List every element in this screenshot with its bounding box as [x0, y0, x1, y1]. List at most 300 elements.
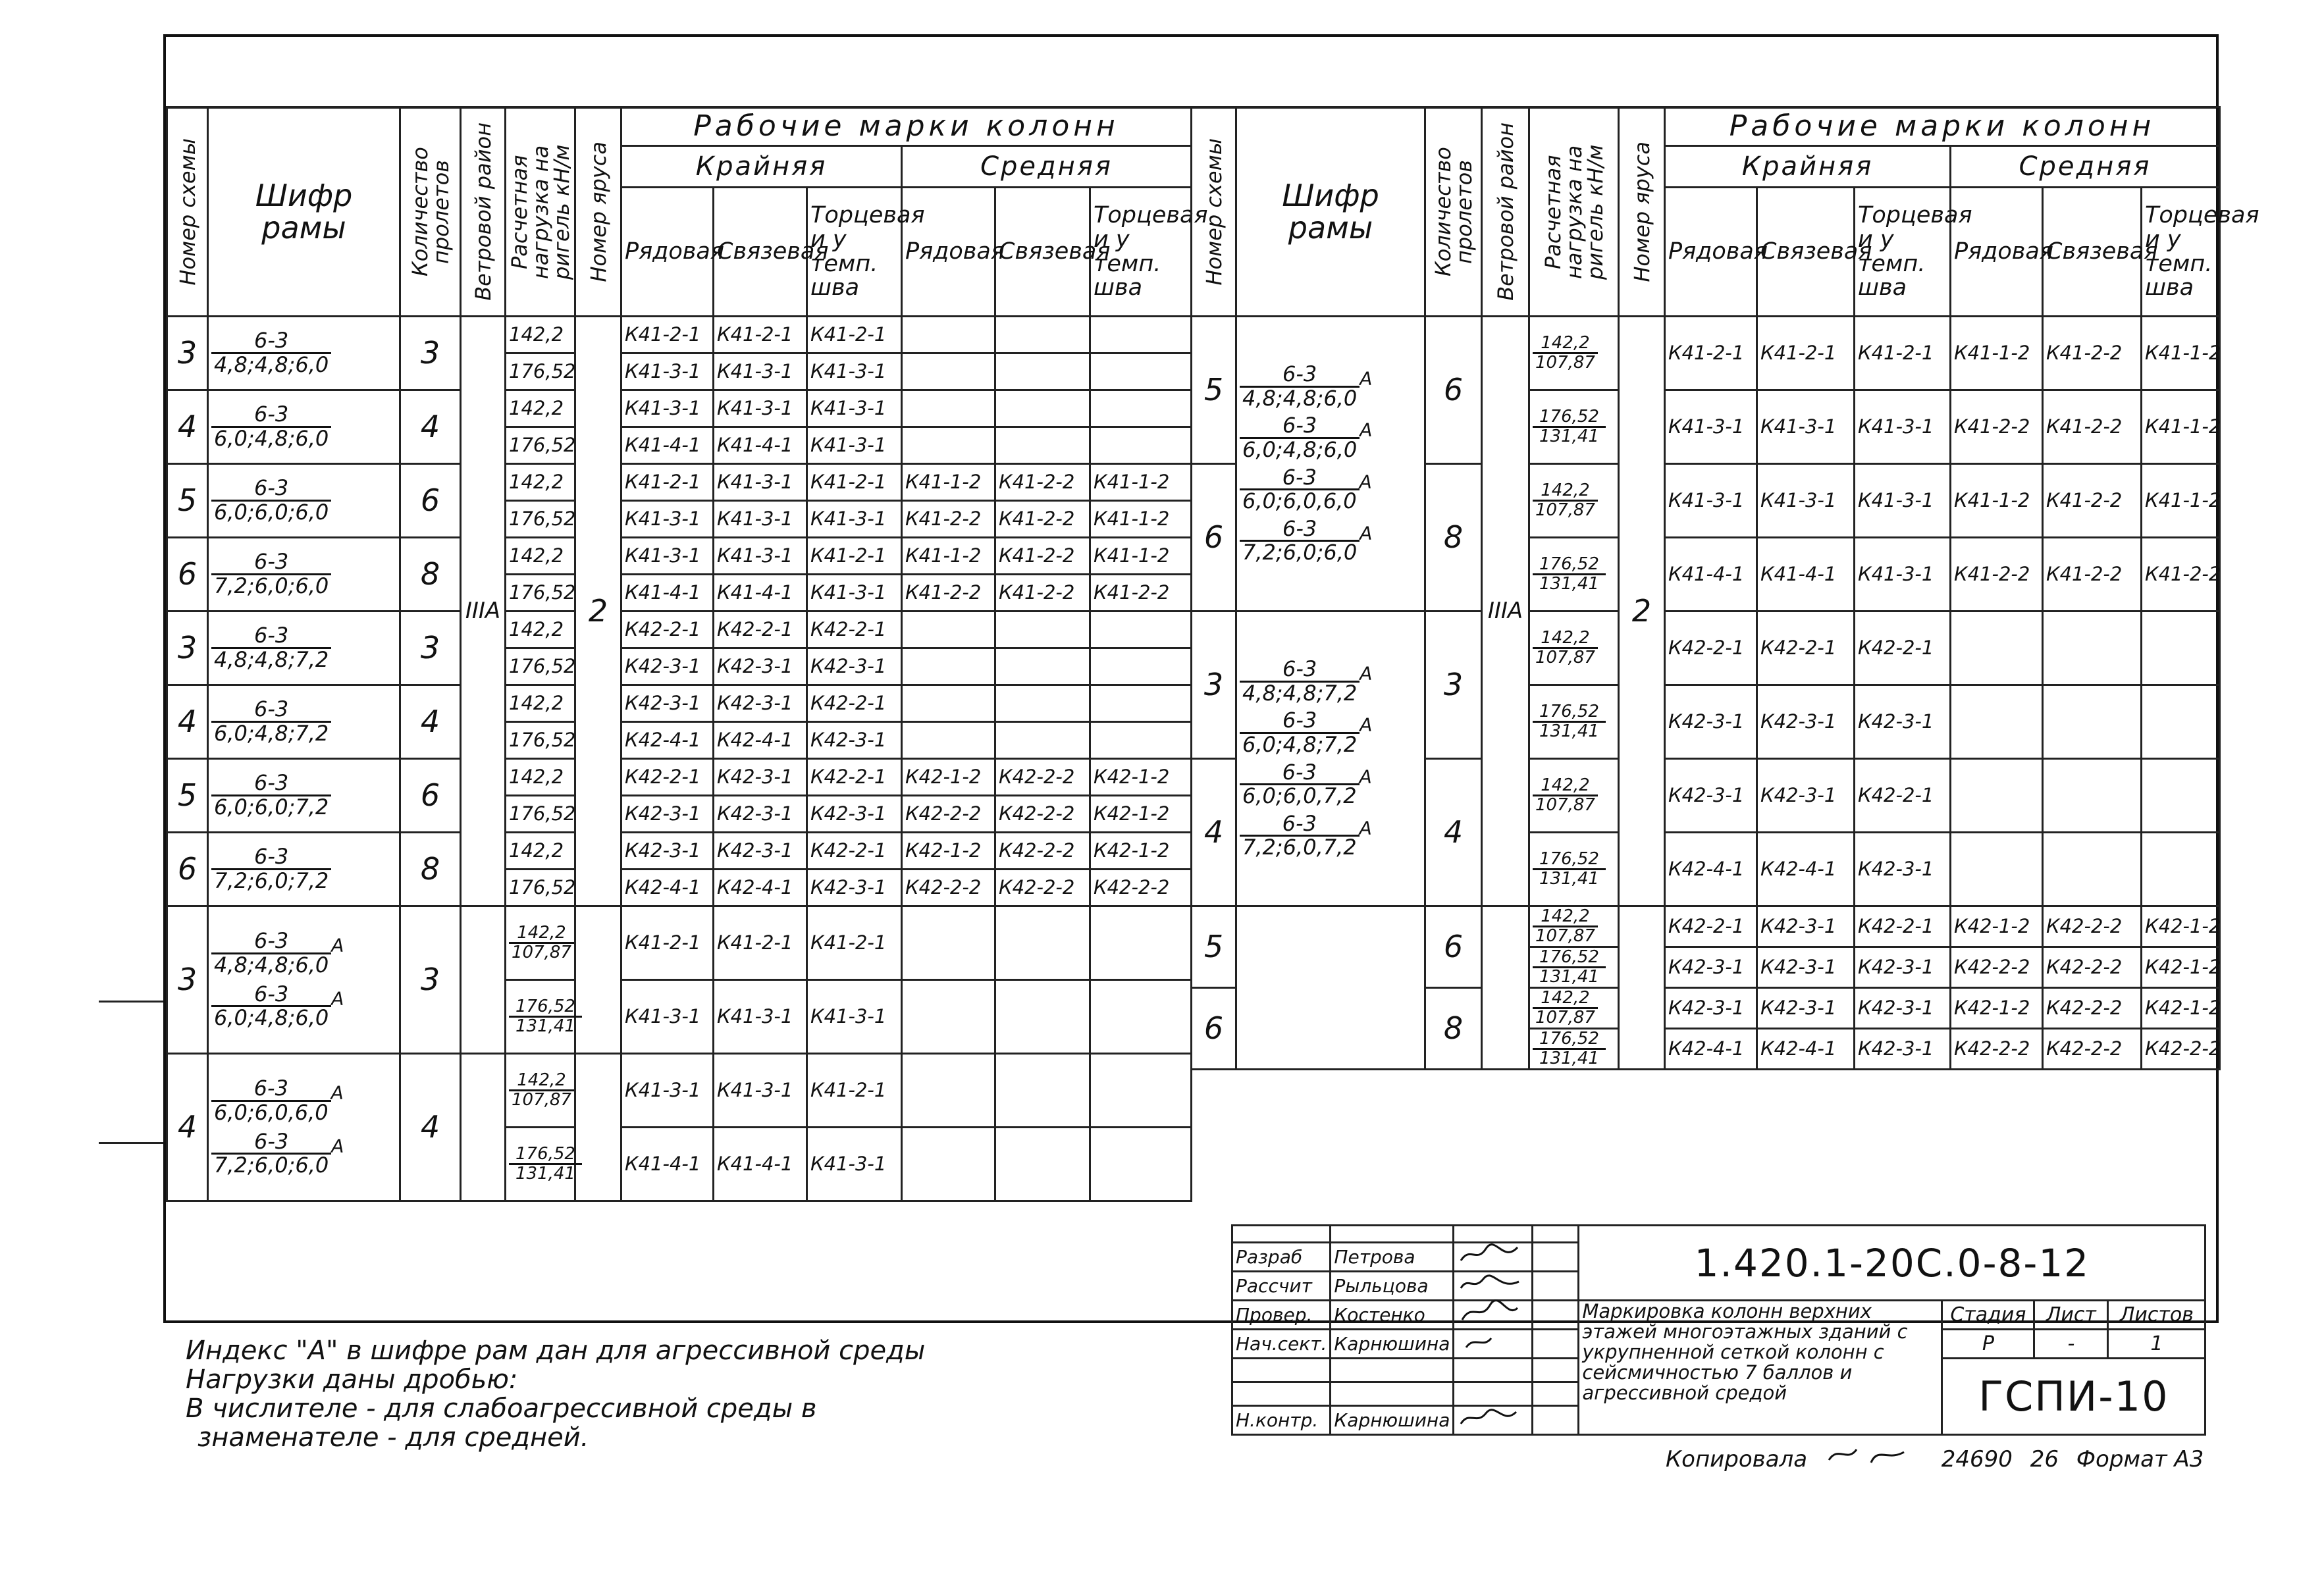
frame-code-line [1240, 515, 1421, 565]
paper-format: Формат А3 [2076, 1446, 2204, 1472]
frame-code-cell [208, 1054, 400, 1201]
aggressive-index: А [1360, 367, 1373, 390]
column-mark: К41-3-1 [621, 501, 714, 538]
frame-code-line [211, 1128, 396, 1178]
load-numerator: 176,52 [1533, 556, 1606, 575]
column-mark: К42-1-2 [2142, 906, 2220, 947]
frame-code [211, 930, 331, 976]
edge-tick [99, 1142, 163, 1144]
load-numerator: 142,2 [1533, 777, 1598, 796]
column-mark-empty [902, 1054, 995, 1128]
aggressive-index: А [1360, 662, 1373, 685]
column-mark [1951, 685, 2043, 759]
load-numerator: 176,52 [1533, 1030, 1606, 1050]
frame-code-denominator: 4,8;4,8;6,0 [214, 952, 329, 977]
frame-code-denominator: 7,2;6,0,7,2 [1242, 835, 1357, 860]
column-mark: К41-3-1 [714, 464, 807, 501]
aggressive-index: А [1359, 817, 1372, 839]
column-type-header-row: Рядовая [1665, 188, 1757, 317]
column-mark: К41-2-1 [621, 906, 714, 980]
column-mark: К41-2-2 [902, 501, 995, 538]
column-type-header-link: Связевая [1757, 188, 1855, 317]
column-mark [1090, 390, 1192, 427]
frame-code-numerator: 6-3 [211, 1131, 331, 1155]
frame-code-wrap [211, 1076, 344, 1125]
column-mark: К41-1-2 [2142, 464, 2220, 538]
column-mark: К41-2-2 [2043, 317, 2142, 390]
column-mark [1090, 648, 1192, 685]
design-load [1529, 464, 1619, 538]
tb-signature [1454, 1382, 1533, 1406]
column-mark: К41-3-1 [1665, 464, 1757, 538]
tb-date [1533, 1406, 1579, 1435]
column-mark: К41-2-2 [1090, 575, 1192, 612]
column-mark-empty [902, 980, 995, 1054]
tb-signature [1454, 1301, 1533, 1330]
frame-code [1240, 810, 1360, 860]
column-mark: К42-2-2 [1951, 947, 2043, 988]
spans-count: 8 [1425, 988, 1482, 1070]
column-mark-empty [995, 1128, 1090, 1201]
column-mark: К41-2-1 [807, 538, 902, 575]
wind-region-empty [461, 1054, 506, 1201]
load-fraction [509, 924, 574, 962]
column-mark: К42-1-2 [2142, 947, 2220, 988]
column-mark [1090, 427, 1192, 464]
column-mark: К41-3-1 [714, 1054, 807, 1128]
wind-region-empty [461, 906, 506, 1054]
tb-signature [1454, 1243, 1533, 1272]
spans-count: 6 [400, 464, 461, 538]
frame-code-wrap [211, 328, 331, 377]
column-mark: К42-2-2 [995, 833, 1090, 870]
tier-number-empty [575, 1054, 621, 1201]
column-mark [995, 648, 1090, 685]
design-load [506, 906, 575, 980]
column-mark: К42-3-1 [807, 722, 902, 759]
column-mark: К42-3-1 [1855, 1029, 1951, 1070]
load-denominator: 107,87 [1535, 648, 1595, 667]
column-mark: К41-2-2 [2043, 390, 2142, 464]
design-load [1529, 833, 1619, 906]
column-mark: К42-1-2 [1090, 833, 1192, 870]
frame-code-cell [208, 685, 400, 759]
frame-code-denominator: 4,8;4,8;6,0 [214, 352, 329, 377]
scheme-number: 4 [167, 1054, 208, 1201]
sheet-number: 26 [2030, 1446, 2059, 1472]
frame-code [1240, 710, 1360, 756]
column-mark: К42-4-1 [621, 870, 714, 906]
column-mark: К42-2-1 [807, 685, 902, 722]
load-fraction [509, 998, 582, 1036]
column-mark: К41-2-1 [807, 1054, 902, 1128]
scheme-number: 6 [1192, 988, 1236, 1070]
design-load: 142,2 [506, 612, 575, 648]
design-load: 142,2 [506, 759, 575, 796]
column-mark [2142, 833, 2220, 906]
frame-code-wrap [211, 928, 344, 977]
copy-note [1666, 1443, 2214, 1472]
copied-label: Копировала [1666, 1446, 1808, 1472]
frame-code-denominator: 4,8;4,8;7,2 [214, 647, 329, 672]
scheme-number: 4 [1192, 759, 1236, 906]
scheme-number-header [167, 107, 208, 317]
header-row [1192, 107, 2220, 146]
column-type-header-row: Рядовая [1951, 188, 2043, 317]
spans-count: 3 [400, 612, 461, 685]
notes-block [186, 1336, 925, 1452]
table-row [167, 317, 1192, 353]
column-mark [902, 353, 995, 390]
column-mark [995, 685, 1090, 722]
document-description: Маркировка колонн верхних этажей многоэтажных зданий с укрупненной сеткой колонн с сейсмичностью 7 баллов и агрессивной средой [1579, 1301, 1942, 1435]
column-mark: К42-3-1 [1757, 759, 1855, 833]
frame-code [1240, 658, 1360, 704]
tb-name [1331, 1382, 1454, 1406]
frame-code [211, 772, 331, 818]
load-numerator: 176,52 [509, 998, 582, 1018]
working-marks-header: Рабочие марки колонн [1665, 107, 2220, 146]
frame-code-empty [1236, 906, 1425, 1070]
aggressive-index: А [1359, 470, 1372, 492]
tb-date [1533, 1272, 1579, 1301]
frame-code-numerator: 6-3 [211, 930, 331, 954]
column-mark: К42-2-2 [1090, 870, 1192, 906]
load-numerator: 142,2 [509, 924, 574, 944]
tb-empty [1533, 1226, 1579, 1243]
column-mark: К42-1-2 [1090, 796, 1192, 833]
scheme-number: 4 [167, 390, 208, 464]
sheet-value: - [2034, 1330, 2108, 1359]
load-fraction [1533, 408, 1606, 446]
design-load [1529, 317, 1619, 390]
column-mark: К42-2-1 [807, 759, 902, 796]
column-type-header-link: Связевая [995, 188, 1090, 317]
tier-number-empty [1619, 906, 1665, 1070]
frame-code-wrap [211, 402, 331, 451]
note-line: Нагрузки даны дробью: [186, 1365, 518, 1395]
frame-code-denominator: 6,0;6,0,6,0 [214, 1099, 329, 1125]
frame-code-numerator: 6-3 [211, 698, 331, 723]
design-load [506, 1054, 575, 1128]
stage-label: Стадия [1942, 1301, 2034, 1330]
column-mark: К42-3-1 [1757, 906, 1855, 947]
scheme-number: 5 [167, 759, 208, 833]
tier-number-header-text: Номер яруса [1629, 141, 1654, 282]
tier-number: 2 [1619, 317, 1665, 906]
column-mark: К41-2-2 [902, 575, 995, 612]
column-mark: К41-2-1 [1855, 317, 1951, 390]
scheme-number: 5 [167, 464, 208, 538]
design-load [506, 1128, 575, 1201]
left-column-marks-table [166, 106, 1208, 1202]
tb-signature [1454, 1359, 1533, 1382]
column-mark: К42-4-1 [1757, 1029, 1855, 1070]
column-mark: К42-3-1 [1757, 685, 1855, 759]
aggressive-index: А [1360, 419, 1373, 441]
right-column-marks-table [1190, 106, 2259, 1070]
column-mark: К42-2-2 [2043, 1029, 2142, 1070]
column-mark [2142, 759, 2220, 833]
load-denominator: 131,41 [1539, 967, 1599, 987]
tb-date [1533, 1243, 1579, 1272]
tier-number-header-text: Номер яруса [585, 141, 611, 282]
column-mark [2043, 612, 2142, 685]
frame-code-header: Шифр рамы [208, 107, 400, 317]
column-mark: К42-2-2 [902, 796, 995, 833]
load-fraction [1533, 989, 1598, 1028]
frame-code [1240, 515, 1360, 565]
column-mark [1951, 833, 2043, 906]
column-mark: К41-2-1 [1665, 317, 1757, 390]
column-mark: К41-2-1 [807, 906, 902, 980]
load-denominator: 131,41 [515, 1164, 575, 1184]
frame-code-denominator: 6,0;6,0,7,2 [1242, 783, 1357, 809]
design-load [1529, 612, 1619, 685]
column-mark: К41-3-1 [621, 390, 714, 427]
column-mark: К41-3-1 [621, 980, 714, 1054]
sheets-label: Листов [2108, 1301, 2205, 1330]
design-load: 142,2 [506, 317, 575, 353]
frame-code-numerator: 6-3 [211, 551, 331, 575]
column-mark [1090, 722, 1192, 759]
column-mark [902, 648, 995, 685]
frame-code [1240, 415, 1360, 461]
frame-code-denominator: 6,0;6,0,6,0 [1242, 488, 1357, 514]
column-mark [995, 612, 1090, 648]
load-denominator: 107,87 [1535, 500, 1595, 520]
column-mark: К42-4-1 [1757, 833, 1855, 906]
frame-code-wrap [211, 475, 331, 525]
column-mark-empty [1090, 980, 1192, 1054]
tb-date [1533, 1359, 1579, 1382]
frame-code-numerator: 6-3 [1240, 363, 1360, 388]
aggressive-index: А [331, 987, 344, 1009]
tb-role: Разраб [1232, 1243, 1331, 1272]
column-mark: К42-3-1 [714, 685, 807, 722]
column-mark [1951, 612, 2043, 685]
column-mark [2043, 833, 2142, 906]
spans-count: 6 [1425, 906, 1482, 988]
load-denominator: 131,41 [515, 1016, 575, 1036]
spans-count: 3 [400, 906, 461, 1054]
frame-code-line [1240, 464, 1421, 514]
frame-code-numerator: 6-3 [211, 983, 331, 1008]
tb-name: Карнюшина [1331, 1330, 1454, 1359]
load-fraction [1533, 556, 1606, 594]
column-mark: К41-1-2 [1090, 501, 1192, 538]
column-mark: К41-2-1 [621, 317, 714, 353]
column-type-header-end: Торцевая и у темп. шва [1855, 188, 1951, 317]
working-marks-header: Рабочие марки колонн [621, 107, 1192, 146]
table-row [167, 390, 1192, 427]
column-mark: К42-3-1 [621, 796, 714, 833]
column-mark [995, 722, 1090, 759]
tb-date [1533, 1330, 1579, 1359]
table-row [1192, 612, 2220, 685]
table-row [1192, 906, 2220, 947]
design-load-header [1529, 107, 1619, 317]
column-mark: К42-4-1 [621, 722, 714, 759]
column-mark: К42-2-2 [1951, 1029, 2043, 1070]
column-mark: К41-1-2 [1090, 464, 1192, 501]
frame-code [211, 1128, 331, 1178]
frame-code-denominator: 6,0;4,8;6,0 [214, 1005, 329, 1031]
tb-name: Карнюшина [1331, 1406, 1454, 1435]
frame-code [211, 1078, 331, 1124]
load-numerator: 142,2 [1533, 629, 1598, 649]
load-denominator: 131,41 [1539, 574, 1599, 594]
column-mark: К42-3-1 [1855, 988, 1951, 1029]
tb-role: Нач.сект. [1232, 1330, 1331, 1359]
design-load [1529, 538, 1619, 612]
frame-code-numerator: 6-3 [1240, 710, 1360, 734]
column-mark: К41-4-1 [621, 1128, 714, 1201]
frame-code [211, 477, 331, 523]
edge-tick [99, 1001, 163, 1003]
column-mark: К42-3-1 [1855, 947, 1951, 988]
column-mark: К42-3-1 [1757, 947, 1855, 988]
frame-code-wrap [1240, 810, 1372, 860]
column-type-header-end: Торцевая и у темп. шва [1090, 188, 1192, 317]
frame-code [211, 846, 331, 892]
column-mark: К41-2-2 [1951, 538, 2043, 612]
tb-empty [1454, 1226, 1533, 1243]
scheme-number: 3 [167, 317, 208, 390]
frame-code-wrap [1240, 413, 1373, 462]
column-mark: К42-2-2 [2142, 1029, 2220, 1070]
frame-code-line [1240, 363, 1421, 409]
column-mark: К41-2-2 [995, 575, 1090, 612]
frame-code-cell [208, 538, 400, 612]
frame-code-numerator: 6-3 [1240, 813, 1360, 837]
note-line: знаменателе - для средней. [198, 1422, 589, 1453]
load-denominator: 107,87 [1535, 926, 1595, 946]
frame-code-numerator: 6-3 [1240, 518, 1360, 542]
frame-code-cell [1236, 317, 1425, 612]
column-mark: К41-4-1 [621, 427, 714, 464]
scheme-number-header-text: Номер схемы [1201, 138, 1227, 286]
column-mark: К41-3-1 [621, 353, 714, 390]
frame-code-numerator: 6-3 [211, 1078, 331, 1102]
frame-code-denominator: 6,0;4,8;7,2 [1242, 731, 1358, 757]
column-mark: К41-3-1 [807, 980, 902, 1054]
spans-count: 4 [400, 1054, 461, 1201]
load-numerator: 176,52 [1533, 949, 1606, 968]
design-load [1529, 906, 1619, 947]
design-load: 176,52 [506, 870, 575, 906]
column-mark: К42-4-1 [714, 722, 807, 759]
aggressive-index: А [331, 1134, 344, 1157]
column-mark: К41-2-2 [995, 464, 1090, 501]
tb-role [1232, 1382, 1331, 1406]
aggressive-index: А [1360, 714, 1373, 736]
spans-count: 4 [400, 685, 461, 759]
tb-role: Рассчит [1232, 1272, 1331, 1301]
load-fraction [1533, 703, 1606, 741]
frame-code-numerator: 6-3 [211, 846, 331, 870]
aggressive-index: А [1359, 765, 1372, 787]
frame-code-wrap [211, 549, 331, 598]
column-mark-empty [1090, 1054, 1192, 1128]
column-mark: К41-3-1 [714, 980, 807, 1054]
tb-date [1533, 1382, 1579, 1406]
column-mark: К41-2-1 [621, 464, 714, 501]
column-mark: К41-2-2 [2142, 538, 2220, 612]
frame-code-wrap [1240, 656, 1373, 706]
load-numerator: 142,2 [509, 1072, 574, 1091]
frame-code-denominator: 4,8;4,8;6,0 [1242, 385, 1358, 411]
frame-code-denominator: 6,0;4,8;6,0 [1242, 436, 1358, 462]
middle-columns-header: Средняя [902, 146, 1192, 188]
table-row [167, 538, 1192, 575]
design-load: 176,52 [506, 501, 575, 538]
title-block [1231, 1224, 2206, 1436]
table-row [167, 1054, 1192, 1128]
column-mark: К41-4-1 [714, 1128, 807, 1201]
scheme-number: 6 [167, 538, 208, 612]
column-mark: К41-4-1 [714, 427, 807, 464]
column-mark: К42-3-1 [1757, 988, 1855, 1029]
column-mark: К41-3-1 [1855, 464, 1951, 538]
frame-code-numerator: 6-3 [211, 477, 331, 502]
table-row [167, 612, 1192, 648]
load-fraction [1533, 949, 1606, 987]
load-numerator: 176,52 [509, 1145, 582, 1165]
column-mark: К42-2-1 [807, 612, 902, 648]
column-mark: К42-3-1 [621, 685, 714, 722]
frame-code-wrap [1240, 361, 1373, 411]
frame-code-line [1240, 415, 1421, 461]
frame-code-cell [208, 612, 400, 685]
frame-code-line [1240, 759, 1421, 809]
tier-number-empty [575, 906, 621, 1054]
frame-code-denominator: 7,2;6,0;7,2 [214, 868, 329, 893]
column-mark: К41-3-1 [807, 501, 902, 538]
column-mark: К42-2-2 [2043, 988, 2142, 1029]
column-mark: К42-2-2 [995, 759, 1090, 796]
spans-count: 4 [1425, 759, 1482, 906]
frame-code-denominator: 6,0;4,8;7,2 [214, 721, 329, 746]
column-mark: К42-3-1 [1855, 685, 1951, 759]
tb-role [1232, 1359, 1331, 1382]
load-fraction [1533, 908, 1598, 946]
tb-role: Н.контр. [1232, 1406, 1331, 1435]
frame-code-denominator: 6,0;6,0;7,2 [214, 794, 329, 820]
note-line: Индекс "А" в шифре рам дан для агрессивной среды [186, 1336, 926, 1366]
column-mark-empty [995, 1054, 1090, 1128]
load-denominator: 107,87 [512, 1090, 571, 1110]
tb-empty [1232, 1226, 1331, 1243]
column-mark: К41-3-1 [621, 1054, 714, 1128]
column-mark: К42-3-1 [621, 833, 714, 870]
middle-columns-header: Средняя [1951, 146, 2220, 188]
load-fraction [509, 1072, 574, 1110]
column-mark: К41-1-2 [2142, 390, 2220, 464]
column-type-header-row: Рядовая [621, 188, 714, 317]
design-load: 142,2 [506, 538, 575, 575]
column-mark: К42-1-2 [1951, 988, 2043, 1029]
design-load [1529, 390, 1619, 464]
load-denominator: 107,87 [1535, 1008, 1595, 1028]
column-mark [1090, 612, 1192, 648]
column-mark: К41-1-2 [1951, 317, 2043, 390]
spans-count-header [400, 107, 461, 317]
load-denominator: 107,87 [1535, 795, 1595, 815]
column-mark: К42-3-1 [714, 648, 807, 685]
aggressive-index: А [1360, 522, 1373, 544]
column-mark: К42-2-1 [621, 759, 714, 796]
